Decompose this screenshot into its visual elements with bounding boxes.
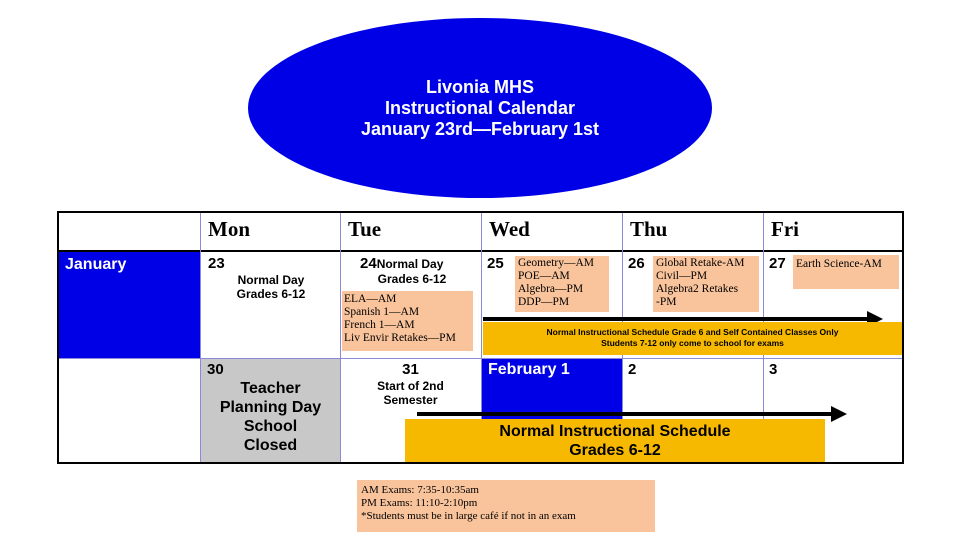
exam-item: ELA—AM [344,293,397,305]
tue24-heading [360,255,443,273]
exam-item: Algebra—PM [518,283,584,295]
mon30-closed-cell [201,359,340,462]
banner-line: Grades 6-12 [569,442,661,459]
fri27-exam-box [793,255,899,289]
exam-item: -PM [656,296,677,308]
exam-item: Spanish 1—AM [344,306,420,318]
day-header-thu: Thu [630,217,668,241]
banner-line: Normal Instructional Schedule Grade 6 and Self Contained Classes Only [546,327,839,337]
exam-item: Algebra2 Retakes [656,283,739,295]
mon30-note [201,379,340,455]
exam-item: Geometry—AM [518,257,595,269]
mon23-note-line1: Normal Day [237,273,305,287]
legend-note: *Students must be in large café if not in an exam [361,510,576,522]
title-line-school: Livonia MHS [425,76,534,97]
day-header-mon: Mon [208,217,250,241]
date-30: 30 [207,361,224,378]
legend-pm: PM Exams: 11:10-2:10pm [361,497,478,509]
mon30-line: Closed [243,437,298,454]
banner-line: Normal Instructional Schedule [499,423,731,440]
mon23-note-line2: Grades 6-12 [236,287,306,301]
month-label: January [65,256,127,273]
tue24-grades: Grades 6-12 [377,272,447,286]
arrow-line [483,317,869,321]
mon23-note [211,273,331,301]
wed25-exam-box [515,256,609,312]
title-line-dates: January 23rd—February 1st [360,118,600,139]
mon30-line: School [243,418,298,435]
day-header-tue: Tue [348,217,382,241]
tue31-line: Start of 2nd [377,379,444,393]
feb1-label: February 1 [488,361,570,378]
legend-am: AM Exams: 7:35-10:35am [361,484,479,496]
date-3: 3 [769,361,778,378]
week1-schedule-banner [483,322,902,355]
exam-item: Earth Science-AM [796,258,882,270]
date-27: 27 [769,255,786,272]
exam-item: Liv Envir Retakes—PM [344,332,456,344]
exam-item: Global Retake-AM [656,257,745,269]
col-divider [340,213,341,462]
exam-times-legend [357,480,655,532]
thu26-exam-box [653,256,759,312]
arrow-line [417,412,833,416]
date-24: 24 [360,255,377,272]
date-2: 2 [628,361,637,378]
arrow-right-icon [831,406,847,422]
calendar-grid [57,211,904,464]
tue31-line: Semester [383,393,438,407]
exam-item: Civil—PM [656,270,708,282]
date-25: 25 [487,255,504,272]
mon30-line: Planning Day [219,399,322,416]
tue24-title: Normal Day [376,257,444,271]
title-oval [248,18,712,198]
week2-schedule-banner [405,419,825,462]
tue24-exam-box [342,291,473,351]
mon30-line: Teacher [240,380,301,397]
date-23: 23 [208,255,225,272]
day-header-wed: Wed [489,217,530,241]
title-line-calendar: Instructional Calendar [384,97,576,118]
exam-item: DDP—PM [518,296,570,308]
month-cell-january [59,252,200,358]
exam-item: French 1—AM [344,319,415,331]
feb1-cell [482,359,622,419]
tue31-note [341,379,480,407]
exam-item: POE—AM [518,270,570,282]
date-31: 31 [402,361,419,378]
date-26: 26 [628,255,645,272]
banner-line: Students 7-12 only come to school for exams [601,338,784,348]
day-header-fri: Fri [771,217,799,241]
